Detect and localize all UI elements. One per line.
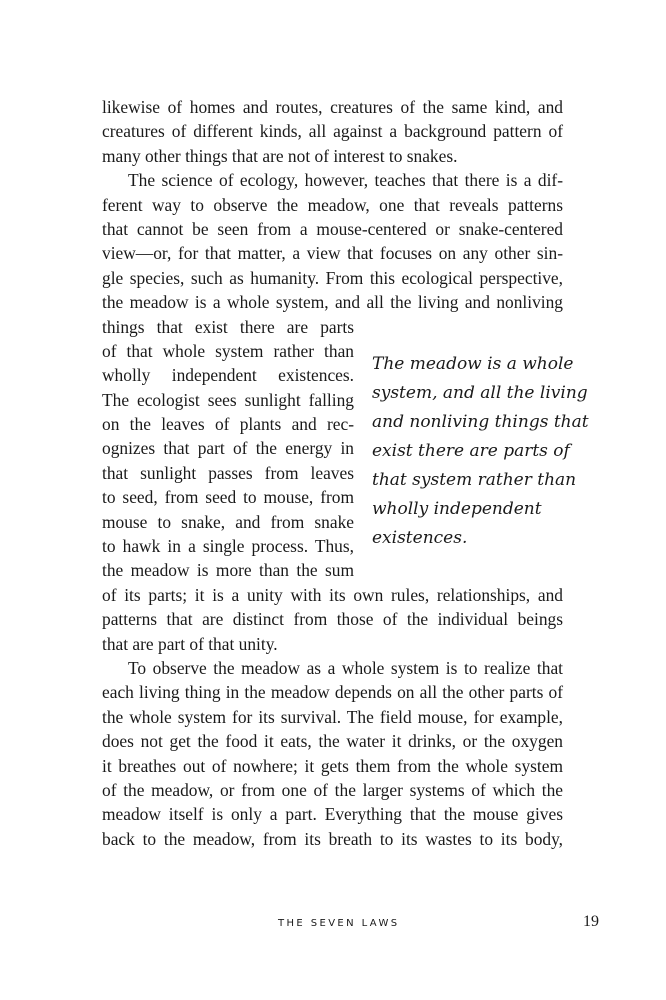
text-line: on the leaves of plants and rec- (102, 414, 354, 435)
text-line: does not get the food it eats, the water it drinks, or the oxygen (102, 731, 563, 752)
pull-quote-line: system, and all the living (372, 383, 588, 403)
pull-quote-line: exist there are parts of (372, 441, 570, 461)
pull-quote-line: wholly independent (372, 499, 542, 519)
text-line: to seed, from seed to mouse, from (102, 487, 354, 508)
text-line: that sunlight passes from leaves (102, 462, 354, 483)
text-line: The ecologist sees sunlight falling (102, 389, 354, 410)
text-line: wholly independent existences. (102, 365, 354, 386)
text-line: things that exist there are parts (102, 316, 354, 337)
text-line: meadow itself is only a part. Everything that the mouse gives (102, 804, 563, 825)
text-line: patterns that are distinct from those of the individual beings (102, 609, 563, 630)
pull-quote-line: that system rather than (372, 470, 577, 490)
text-line: of its parts; it is a unity with its own rules, relationships, and (102, 584, 563, 605)
text-line: ferent way to observe the meadow, one that reveals patterns (102, 194, 563, 215)
text-line: many other things that are not of interest to snakes. (102, 145, 458, 166)
text-line: creatures of different kinds, all against a background pattern of (102, 121, 563, 142)
text-line: the meadow is more than the sum (102, 560, 354, 581)
text-line: the meadow is a whole system, and all the living and nonliving (102, 292, 563, 313)
page-number: 19 (583, 913, 599, 930)
body-block-bottom (102, 583, 563, 851)
pull-quote-line: The meadow is a whole (372, 354, 574, 374)
text-line: To observe the meadow as a whole system is to realize that (128, 657, 563, 678)
text-line: of that whole system rather than (102, 340, 354, 361)
body-block-top (102, 95, 563, 315)
text-line: the whole system for its survival. The field mouse, for example, (102, 706, 563, 727)
text-line: gle species, such as humanity. From this ecological perspective, (102, 267, 563, 288)
text-line: view—or, for that matter, a view that focuses on any other sin- (102, 243, 563, 264)
text-line: it breathes out of nowhere; it gets them from the whole system (102, 755, 563, 776)
text-line: mouse to snake, and from snake (102, 511, 354, 532)
text-line: of the meadow, or from one of the larger systems of which the (102, 779, 563, 800)
text-line: back to the meadow, from its breath to its wastes to its body, (102, 828, 563, 849)
text-line: that are part of that unity. (102, 633, 278, 654)
text-line: likewise of homes and routes, creatures of the same kind, and (102, 97, 563, 117)
text-line: that cannot be seen from a mouse-centered or snake-centered (102, 218, 563, 239)
pull-quote-line: existences. (372, 528, 468, 548)
text-line: The science of ecology, however, teaches that there is a dif- (128, 170, 563, 191)
running-head: THE SEVEN LAWS (278, 918, 400, 929)
pull-quote-line: and nonliving things that (372, 412, 589, 432)
text-line: ognizes that part of the energy in (102, 438, 354, 459)
text-line: each living thing in the meadow depends on all the other parts of (102, 682, 563, 703)
text-line: to hawk in a single process. Thus, (102, 536, 354, 557)
pull-quote (372, 350, 612, 553)
